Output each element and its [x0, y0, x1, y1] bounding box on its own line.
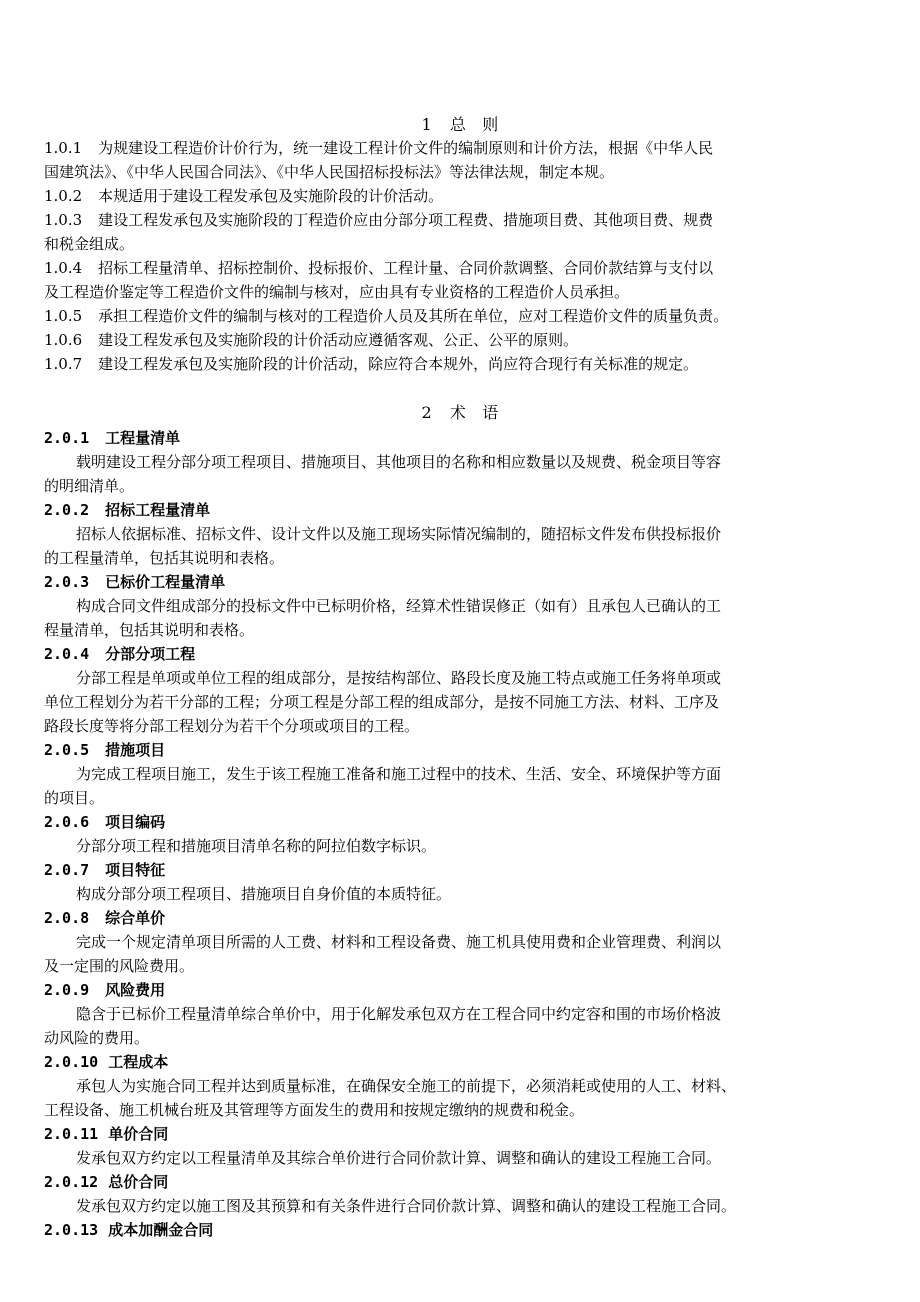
- term-definition-line: [76, 451, 884, 473]
- term-heading: [44, 571, 884, 593]
- term-name: 招标工程量清单: [105, 501, 211, 519]
- term-heading: [44, 739, 884, 761]
- clause-line: [44, 233, 884, 255]
- clause-line: [44, 161, 884, 183]
- term-number: 2.0.1: [44, 429, 90, 447]
- clause-line: [44, 305, 884, 327]
- clause-text: 承担工程造价文件的编制与核对的工程造价人员及其所在单位，应对工程造价文件的质量负责。: [98, 307, 729, 325]
- term-definition-line: [76, 523, 884, 545]
- term-definition-line: [44, 691, 884, 713]
- term-heading: [44, 499, 884, 521]
- term-name: 单价合同: [108, 1125, 169, 1143]
- clause-text: 招标工程量清单、招标控制价、投标报价、工程计量、合同价款调整、合同价款结算与支付以: [98, 259, 714, 277]
- term-name: 措施项目: [105, 741, 166, 759]
- term-definition: 及一定围的风险费用。: [44, 957, 195, 975]
- term-name: 综合单价: [105, 909, 166, 927]
- term-number: 2.0.8: [44, 909, 90, 927]
- clause-text: 国建筑法》、《中华人民国合同法》、《中华人民国招标投标法》等法律法规，制定本规。: [44, 163, 615, 181]
- term-definition: 工程设备、施工机械台班及其管理等方面发生的费用和按规定缴纳的规费和税金。: [44, 1101, 585, 1119]
- term-number: 2.0.5: [44, 741, 90, 759]
- term-definition: 为完成工程项目施工，发生于该工程施工准备和施工过程中的技术、生活、安全、环境保护等方面: [76, 765, 722, 783]
- clause-number: 1.0.4: [44, 259, 83, 277]
- term-heading: [44, 427, 884, 449]
- term-name: 总价合同: [108, 1173, 169, 1191]
- clause-line: [44, 209, 884, 231]
- clause-text: 建设工程发承包及实施阶段的计价活动应遵循客观、公正、公平的原则。: [98, 331, 579, 349]
- term-definition: 构成分部分项工程项目、措施项目自身价值的本质特征。: [76, 885, 452, 903]
- clause-text: 本规适用于建设工程发承包及实施阶段的计价活动。: [98, 187, 444, 205]
- term-name: 已标价工程量清单: [105, 573, 226, 591]
- term-definition: 分部分项工程和措施项目清单名称的阿拉伯数字标识。: [76, 837, 437, 855]
- term-number: 2.0.9: [44, 981, 90, 999]
- section-heading: 总 则: [449, 115, 499, 134]
- term-number: 2.0.3: [44, 573, 90, 591]
- term-definition-line: [76, 667, 884, 689]
- clause-line: [44, 137, 884, 159]
- term-definition-line: [44, 955, 884, 977]
- term-definition-line: [44, 547, 884, 569]
- term-heading: [44, 1171, 884, 1193]
- term-definition-line: [44, 787, 884, 809]
- term-definition-line: [76, 1003, 884, 1025]
- term-heading: [44, 907, 884, 929]
- term-definition: 隐含于已标价工程量清单综合单价中，用于化解发承包双方在工程合同中约定容和围的市场价格波: [76, 1005, 722, 1023]
- term-heading: [44, 1051, 884, 1073]
- term-definition-line: [76, 883, 884, 905]
- term-heading: [44, 643, 884, 665]
- clause-text: 建设工程发承包及实施阶段的丁程造价应由分部分项工程费、措施项目费、其他项目费、规费: [98, 211, 714, 229]
- term-definition: 分部工程是单项或单位工程的组成部分，是按结构部位、路段长度及施工特点或施工任务将单项或: [76, 669, 722, 687]
- term-definition: 完成一个规定清单项目所需的人工费、材料和工程设备费、施工机具使用费和企业管理费、利润以: [76, 933, 722, 951]
- term-definition-line: [76, 595, 884, 617]
- section-number: 2: [421, 403, 432, 422]
- term-number: 2.0.13: [44, 1221, 99, 1239]
- clause-number: 1.0.3: [44, 211, 83, 229]
- term-definition-line: [44, 1027, 884, 1049]
- term-definition: 的明细清单。: [44, 477, 135, 495]
- term-heading: [44, 1219, 884, 1241]
- term-definition: 招标人依据标准、招标文件、设计文件以及施工现场实际情况编制的，随招标文件发布供投标报价: [76, 525, 722, 543]
- term-number: 2.0.11: [44, 1125, 99, 1143]
- clause-number: 1.0.7: [44, 355, 83, 373]
- term-definition: 动风险的费用。: [44, 1029, 150, 1047]
- term-definition: 发承包双方约定以工程量清单及其综合单价进行合同价款计算、调整和确认的建设工程施工合同。: [76, 1149, 722, 1167]
- term-definition: 发承包双方约定以施工图及其预算和有关条件进行合同价款计算、调整和确认的建设工程施工合同。: [76, 1197, 737, 1215]
- clause-number: 1.0.1: [44, 139, 83, 157]
- term-definition-line: [76, 1075, 884, 1097]
- term-heading: [44, 1123, 884, 1145]
- clause-number: 1.0.5: [44, 307, 83, 325]
- term-name: 项目编码: [105, 813, 166, 831]
- term-number: 2.0.10: [44, 1053, 99, 1071]
- term-definition: 路段长度等将分部工程划分为若干个分项或项目的工程。: [44, 717, 420, 735]
- term-definition-line: [76, 931, 884, 953]
- clause-number: 1.0.2: [44, 187, 83, 205]
- term-name: 成本加酬金合同: [108, 1221, 214, 1239]
- term-heading: [44, 859, 884, 881]
- term-definition-line: [76, 1147, 884, 1169]
- clause-text: 和税金组成。: [44, 235, 135, 253]
- term-definition-line: [44, 475, 884, 497]
- clause-line: [44, 329, 884, 351]
- term-number: 2.0.6: [44, 813, 90, 831]
- term-definition: 程量清单，包括其说明和表格。: [44, 621, 255, 639]
- term-definition-line: [76, 1195, 884, 1217]
- term-name: 工程成本: [108, 1053, 169, 1071]
- term-name: 风险费用: [105, 981, 166, 999]
- term-name: 分部分项工程: [105, 645, 196, 663]
- term-heading: [44, 979, 884, 1001]
- term-number: 2.0.2: [44, 501, 90, 519]
- section-number: 1: [421, 115, 432, 134]
- clause-text: 建设工程发承包及实施阶段的计价活动，除应符合本规外，尚应符合现行有关标准的规定。: [98, 355, 699, 373]
- term-name: 项目特征: [105, 861, 166, 879]
- clause-text: 为规建设工程造价计价行为，统一建设工程计价文件的编制原则和计价方法，根据《中华人民: [98, 139, 714, 157]
- term-definition-line: [44, 715, 884, 737]
- term-definition: 载明建设工程分部分项工程项目、措施项目、其他项目的名称和相应数量以及规费、税金项目等容: [76, 453, 722, 471]
- term-definition-line: [76, 835, 884, 857]
- section-title: [0, 114, 920, 136]
- term-number: 2.0.12: [44, 1173, 99, 1191]
- term-definition: 构成合同文件组成部分的投标文件中已标明价格，经算术性错误修正（如有）且承包人已确认的工: [76, 597, 722, 615]
- clause-line: [44, 185, 884, 207]
- section-title: [0, 402, 920, 424]
- term-definition: 承包人为实施合同工程并达到质量标准，在确保安全施工的前提下，必须消耗或使用的人工、材料、: [76, 1077, 737, 1095]
- clause-line: [44, 257, 884, 279]
- term-definition-line: [44, 619, 884, 641]
- term-definition-line: [44, 1099, 884, 1121]
- clause-line: [44, 353, 884, 375]
- clause-text: 及工程造价鉴定等工程造价文件的编制与核对，应由具有专业资格的工程造价人员承担。: [44, 283, 630, 301]
- section-heading: 术 语: [449, 403, 499, 422]
- term-definition: 单位工程划分为若干分部的工程；分项工程是分部工程的组成部分，是按不同施工方法、材料、工序及: [44, 693, 720, 711]
- term-name: 工程量清单: [105, 429, 181, 447]
- clause-number: 1.0.6: [44, 331, 83, 349]
- term-number: 2.0.4: [44, 645, 90, 663]
- term-definition: 的项目。: [44, 789, 105, 807]
- clause-line: [44, 281, 884, 303]
- term-number: 2.0.7: [44, 861, 90, 879]
- term-definition: 的工程量清单，包括其说明和表格。: [44, 549, 285, 567]
- term-heading: [44, 811, 884, 833]
- term-definition-line: [76, 763, 884, 785]
